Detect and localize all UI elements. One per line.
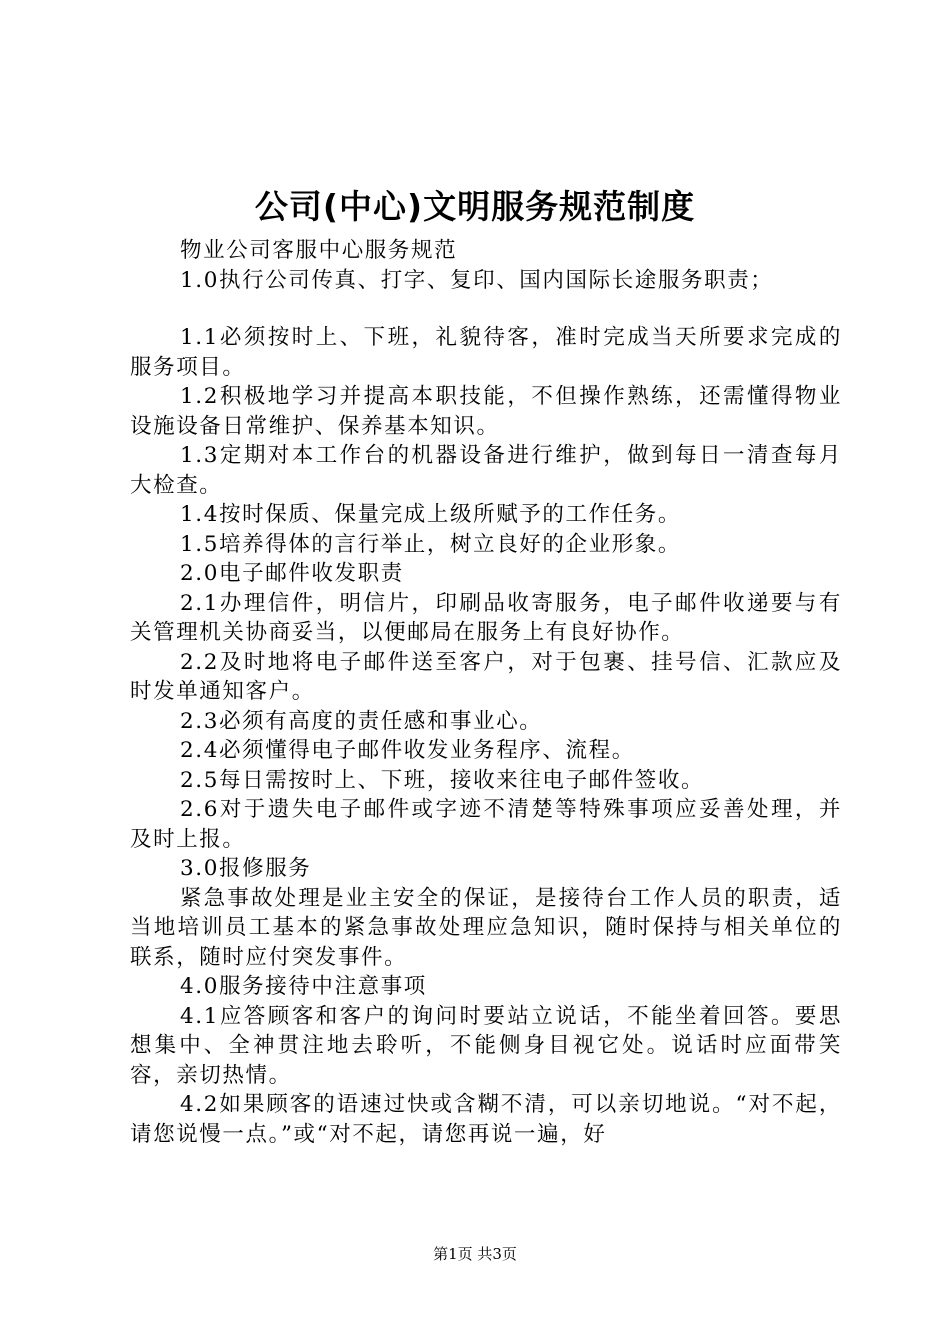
paragraph: 1.4按时保质、保量完成上级所赋予的工作任务。 <box>180 502 681 527</box>
paragraph: 1.3定期对本工作台的机器设备进行维护，做到每日一清查每月大检查。 <box>130 443 842 498</box>
paragraph: 2.2及时地将电子邮件送至客户，对于包裹、挂号信、汇款应及时发单通知客户。 <box>130 649 842 704</box>
paragraph: 1.2积极地学习并提高本职技能，不但操作熟练，还需懂得物业设施设备日常维护、保养基本知识。 <box>130 384 842 439</box>
paragraph: 4.1应答顾客和客户的询问时要站立说话，不能坐着回答。要思想集中、全神贯注地去聆听，不能侧身目视它处。说话时应面带笑容，亲切热情。 <box>130 1003 842 1088</box>
paragraph: 3.0报修服务 <box>180 856 312 881</box>
paragraph: 2.3必须有高度的责任感和事业心。 <box>180 708 543 734</box>
paragraph: 2.4必须懂得电子邮件收发业务程序、流程。 <box>180 738 635 763</box>
paragraph: 2.5每日需按时上、下班，接收来往电子邮件签收。 <box>180 767 705 793</box>
paragraph: 1.0执行公司传真、打字、复印、国内国际长途服务职责； <box>180 267 774 293</box>
paragraph: 1.1必须按时上、下班，礼貌待客，准时完成当天所要求完成的服务项目。 <box>130 325 842 380</box>
paragraph: 2.1办理信件，明信片，印刷品收寄服务，电子邮件收递要与有关管理机关协商妥当，以便邮局在服务上有良好协作。 <box>130 590 842 645</box>
page-number-footer: 第1页 共3页 <box>433 1245 517 1263</box>
paragraph: 2.6对于遗失电子邮件或字迹不清楚等特殊事项应妥善处理，并及时上报。 <box>130 797 842 852</box>
document-title: 公司(中心)文明服务规范制度 <box>254 187 696 226</box>
paragraph: 1.5培养得体的言行举止，树立良好的企业形象。 <box>180 531 681 557</box>
document-body <box>130 236 842 1149</box>
paragraph: 4.2如果顾客的语速过快或含糊不清，可以亲切地说。“对不起，请您说慢一点。”或“对不起，请您再说一遍，好 <box>130 1092 842 1147</box>
paragraph: 2.0电子邮件收发职责 <box>180 561 404 586</box>
paragraph: 紧急事故处理是业主安全的保证，是接待台工作人员的职责，适当地培训员工基本的紧急事故处理应急知识，随时保持与相关单位的联系，随时应付突发事件。 <box>130 885 842 970</box>
paragraph: 4.0服务接待中注意事项 <box>180 974 427 999</box>
paragraph: 物业公司客服中心服务规范 <box>180 238 458 263</box>
